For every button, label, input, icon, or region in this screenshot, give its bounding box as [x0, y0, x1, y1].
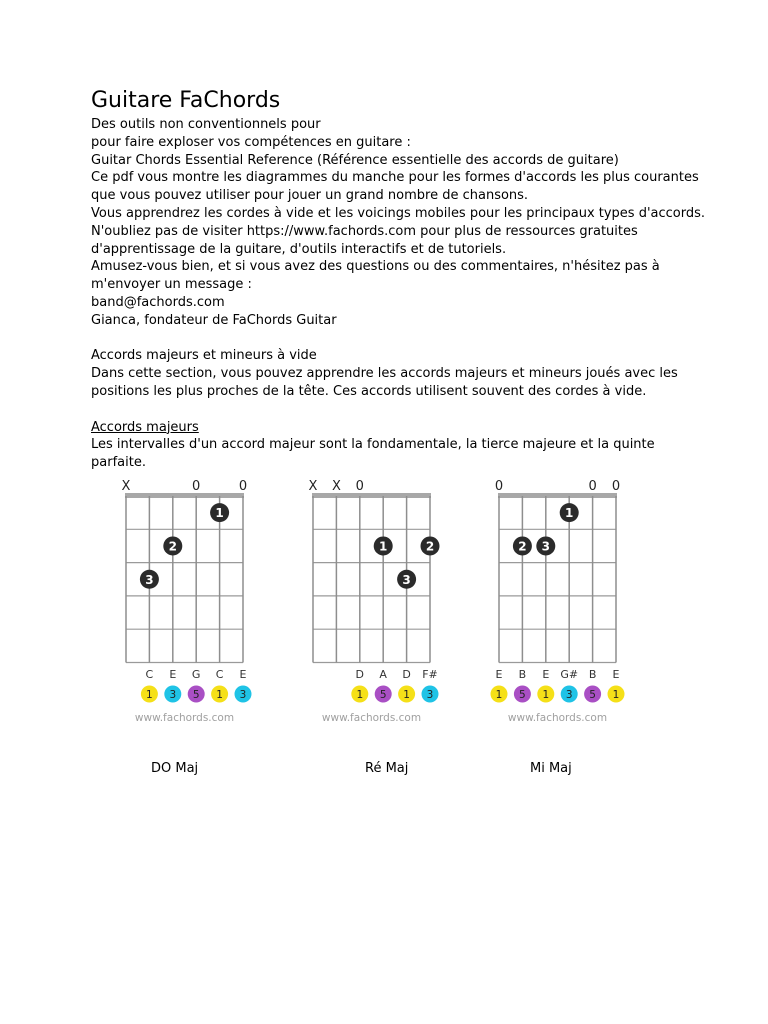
interval-label: 1	[542, 689, 550, 701]
subsection-title: Accords majeurs	[91, 419, 199, 435]
interval-label: 1	[495, 689, 503, 701]
finger-number: 2	[425, 539, 435, 554]
finger-number: 2	[168, 539, 177, 554]
open-muted-marker: 0	[588, 479, 597, 494]
interval-label: 5	[192, 689, 200, 701]
intro-line: Vous apprendrez les cordes à vide et les voicings mobiles pour les principaux types d'accords.	[91, 205, 706, 221]
open-muted-marker: 0	[611, 479, 621, 494]
note-label: B	[518, 668, 527, 681]
chord-name-mi-maj: Mi Maj	[530, 761, 572, 776]
interval-label: 1	[146, 689, 153, 701]
note-label: D	[402, 668, 411, 681]
watermark: www.fachords.com	[507, 712, 608, 724]
note-label: E	[239, 668, 247, 681]
open-muted-marker: 0	[355, 479, 364, 494]
watermark: www.fachords.com	[321, 712, 422, 724]
section-line: Dans cette section, vous pouvez apprendre les accords majeurs et mineurs joués avec les	[91, 366, 678, 382]
intro-line: pour faire exploser vos compétences en guitare :	[91, 134, 411, 150]
note-label: G#	[560, 668, 579, 681]
chord-name-re-maj: Ré Maj	[365, 761, 409, 776]
interval-label: 5	[589, 689, 596, 701]
open-muted-marker: X	[308, 479, 318, 494]
note-label: E	[612, 668, 620, 681]
interval-label: 1	[403, 689, 410, 701]
document-body	[91, 116, 731, 472]
section-line: positions les plus proches de la tête. Ces accords utilisent souvent des cordes à vide.	[91, 383, 647, 399]
chord-name-do-maj: DO Maj	[151, 761, 199, 776]
interval-label: 1	[612, 689, 620, 701]
intro-line: Guitar Chords Essential Reference (Référence essentielle des accords de guitare)	[91, 152, 619, 168]
nut	[498, 493, 617, 498]
open-muted-marker: 0	[494, 479, 504, 494]
interval-label: 5	[519, 689, 526, 701]
note-label: D	[355, 668, 365, 681]
section-title: Accords majeurs et mineurs à vide	[91, 348, 317, 364]
intro-line: m'envoyer un message :	[91, 277, 252, 293]
subsection-line: parfaite.	[91, 455, 146, 471]
finger-number: 1	[565, 506, 574, 521]
watermark: www.fachords.com	[134, 712, 235, 724]
interval-label: 1	[356, 689, 364, 701]
interval-label: 3	[169, 689, 177, 701]
note-label: E	[495, 668, 503, 681]
intro-line: Ce pdf vous montre les diagrammes du manche pour les formes d'accords les plus courantes	[91, 170, 699, 186]
note-label: E	[169, 668, 177, 681]
signature-line: Gianca, fondateur de FaChords Guitar	[91, 312, 337, 328]
note-label: E	[542, 668, 550, 681]
intro-line: Des outils non conventionnels pour	[91, 117, 321, 132]
interval-label: 3	[426, 689, 434, 701]
open-muted-marker: X	[331, 479, 341, 494]
interval-label: 3	[565, 689, 573, 701]
intro-line: que vous pouvez utiliser pour jouer un grand nombre de chansons.	[91, 188, 529, 204]
finger-number: 1	[215, 506, 224, 521]
finger-number: 3	[145, 572, 154, 587]
interval-label: 1	[216, 689, 223, 701]
note-label: G	[191, 668, 201, 681]
note-label: C	[215, 668, 224, 681]
note-label: C	[145, 668, 154, 681]
finger-number: 2	[518, 539, 527, 554]
nut	[125, 493, 244, 498]
email-line: band@fachords.com	[91, 294, 225, 310]
intro-line: Amusez-vous bien, et si vous avez des questions ou des commentaires, n'hésitez pas à	[91, 259, 660, 275]
nut	[312, 493, 431, 498]
open-muted-marker: 0	[238, 479, 248, 494]
open-muted-marker: X	[121, 479, 131, 494]
chord-diagram-re-maj	[299, 474, 449, 729]
note-label: A	[379, 668, 387, 681]
finger-number: 3	[402, 572, 411, 587]
subsection-line: Les intervalles d'un accord majeur sont la fondamentale, la tierce majeure et la quinte	[91, 437, 655, 453]
page-title: Guitare FaChords	[91, 88, 281, 113]
chord-diagram-do-maj	[112, 474, 262, 729]
note-label: B	[588, 668, 597, 681]
note-label: F#	[422, 668, 438, 681]
chord-diagram-mi-maj	[485, 474, 635, 729]
open-muted-marker: 0	[192, 479, 201, 494]
interval-label: 5	[379, 689, 387, 701]
finger-number: 3	[541, 539, 550, 554]
finger-number: 1	[379, 539, 388, 554]
interval-label: 3	[239, 689, 247, 701]
intro-line: N'oubliez pas de visiter https://www.fachords.com pour plus de ressources gratuites	[91, 223, 638, 239]
intro-line: d'apprentissage de la guitare, d'outils interactifs et de tutoriels.	[91, 241, 507, 257]
